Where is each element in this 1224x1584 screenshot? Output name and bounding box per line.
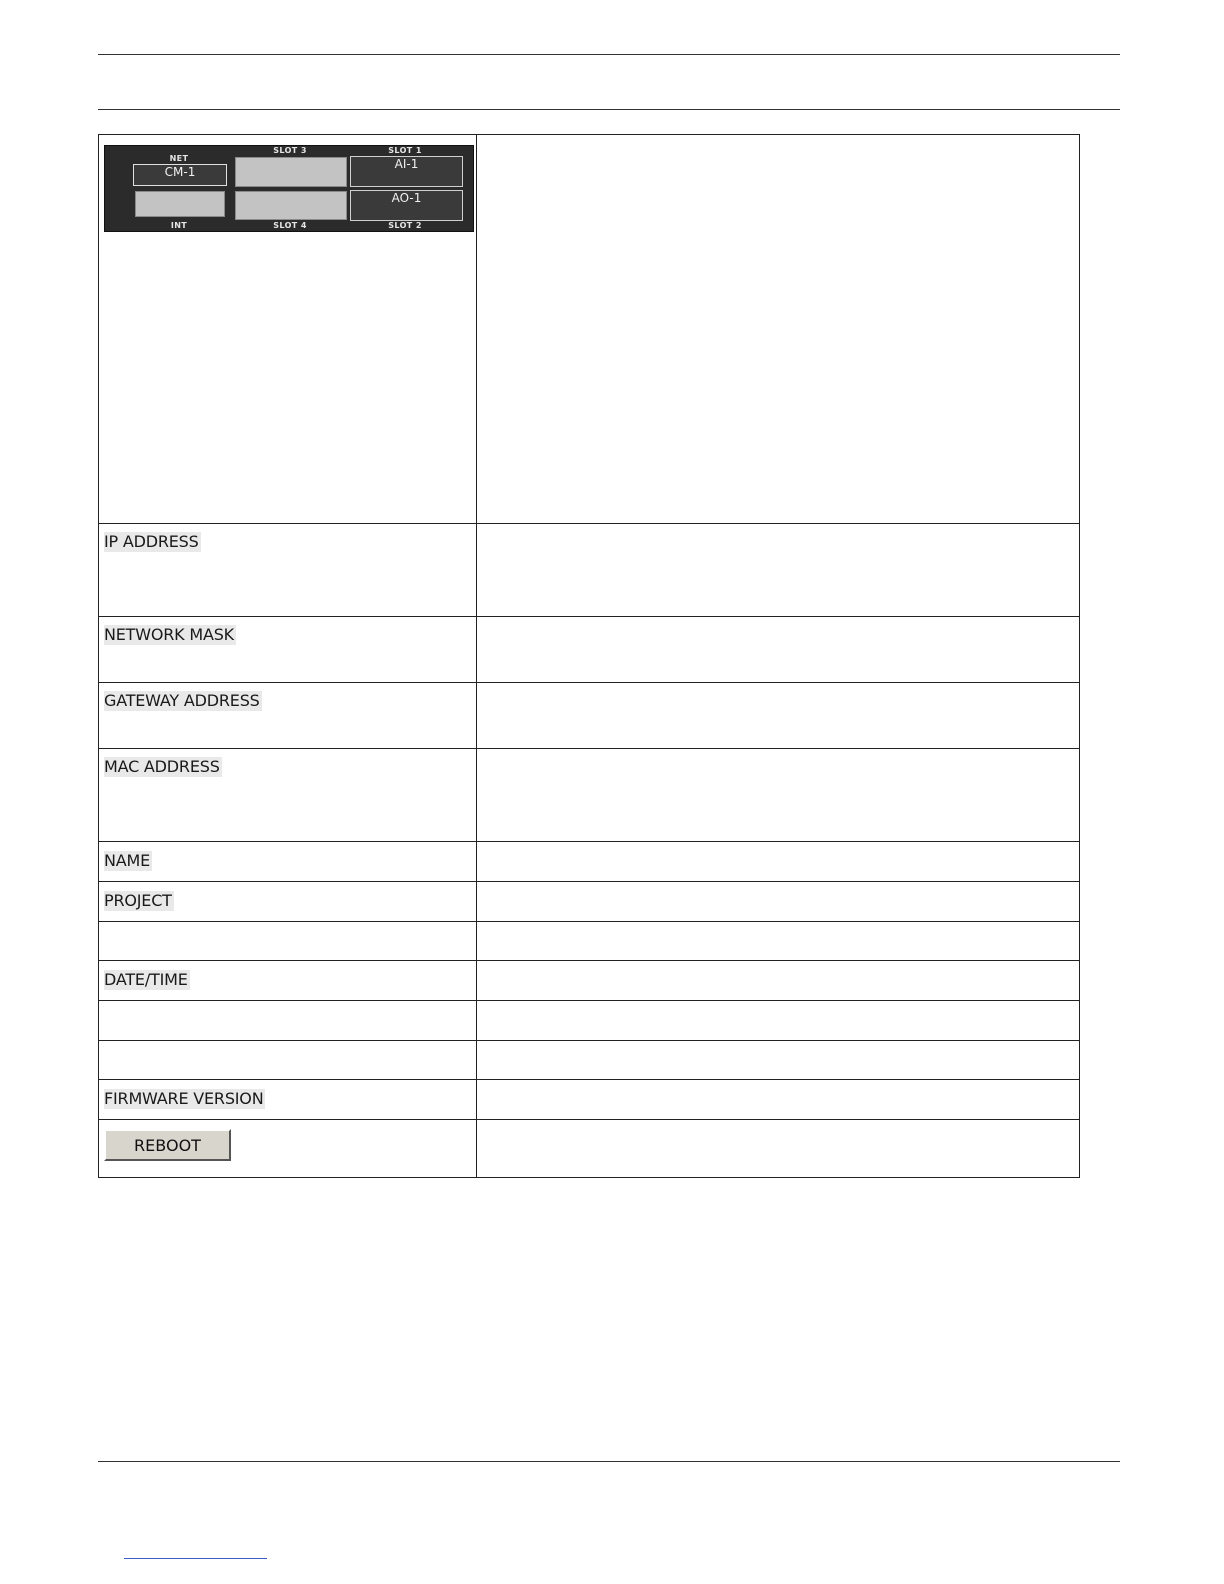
slot2-caption: SLOT 2: [388, 221, 422, 230]
network-mask-label: NETWORK MASK: [104, 625, 234, 644]
table-row-empty-3: [99, 1041, 1080, 1080]
gateway-address-description: [477, 683, 1080, 749]
project-description: [477, 882, 1080, 922]
header-rule-top: [98, 54, 1120, 55]
table-row-reboot: [99, 1120, 1080, 1178]
network-mask-description: [477, 617, 1080, 683]
slot-panel-description-cell: [477, 135, 1080, 524]
table-row-name: [99, 842, 1080, 882]
firmware-version-description: [477, 1080, 1080, 1120]
mac-address-label: MAC ADDRESS: [104, 757, 220, 776]
reboot-description: [477, 1120, 1080, 1178]
table-row-ip-address: [99, 524, 1080, 617]
slot3-caption: SLOT 3: [273, 146, 307, 155]
table-row-firmware-version: [99, 1080, 1080, 1120]
table-row-gateway-address: [99, 683, 1080, 749]
ip-address-description: [477, 524, 1080, 617]
footer-rule: [98, 1461, 1120, 1462]
int-module-slot[interactable]: [135, 191, 225, 217]
slot1-caption: SLOT 1: [388, 146, 422, 155]
table-row-project: [99, 882, 1080, 922]
slot4-module[interactable]: [235, 191, 347, 220]
mac-address-description: [477, 749, 1080, 842]
footer-link-underline[interactable]: [124, 1558, 267, 1559]
settings-table: [98, 134, 1080, 1178]
slot-panel-cell: [99, 135, 477, 524]
table-row-empty-2: [99, 1001, 1080, 1041]
ip-address-label: IP ADDRESS: [104, 532, 199, 551]
table-row-network-mask: [99, 617, 1080, 683]
net-module-slot[interactable]: CM-1: [133, 164, 227, 186]
name-description: [477, 842, 1080, 882]
slot4-caption: SLOT 4: [273, 221, 307, 230]
gateway-address-label: GATEWAY ADDRESS: [104, 691, 260, 710]
slot3-module[interactable]: [235, 157, 347, 187]
table-row-empty-1: [99, 922, 1080, 961]
header-rule-bottom: [98, 109, 1120, 110]
project-label: PROJECT: [104, 891, 172, 910]
table-row-date-time: [99, 961, 1080, 1001]
reboot-button[interactable]: REBOOT: [104, 1129, 231, 1161]
table-row-mac-address: [99, 749, 1080, 842]
slot2-module[interactable]: AO-1: [350, 190, 463, 221]
slot1-module[interactable]: AI-1: [350, 156, 463, 187]
slot-panel: [104, 145, 474, 232]
name-label: NAME: [104, 851, 151, 870]
table-row-slot-panel: [99, 135, 1080, 524]
int-caption: INT: [170, 221, 188, 230]
date-time-label: DATE/TIME: [104, 970, 188, 989]
firmware-version-label: FIRMWARE VERSION: [104, 1089, 264, 1108]
net-caption: NET: [169, 154, 189, 163]
date-time-description: [477, 961, 1080, 1001]
